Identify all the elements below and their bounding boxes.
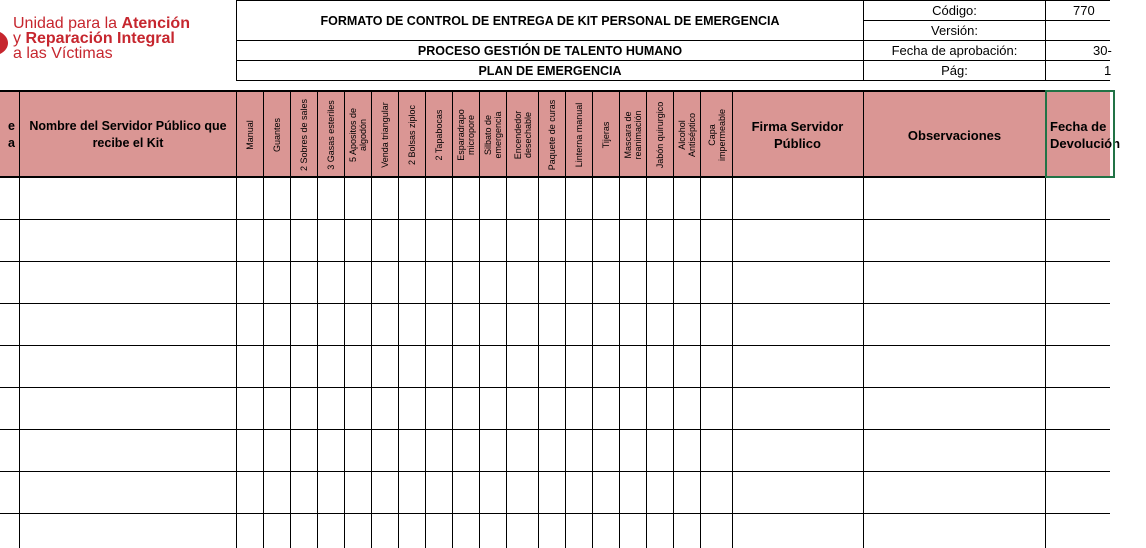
col-header-item-label: Mascara de reanimación bbox=[623, 110, 643, 160]
version-value bbox=[1046, 21, 1110, 40]
col-header-item[interactable] bbox=[453, 93, 479, 177]
pag-label: Pág: bbox=[941, 63, 968, 78]
col-header-item[interactable] bbox=[566, 93, 592, 177]
col-header-item-label: 3 Gasas esteriles bbox=[326, 100, 336, 170]
logo-emblem-icon bbox=[0, 30, 8, 56]
table-row bbox=[0, 429, 1110, 430]
col-header-item[interactable] bbox=[701, 93, 732, 177]
col-header-item[interactable] bbox=[620, 93, 646, 177]
col-header-fecha-devolucion[interactable]: Fecha de Devolución bbox=[1050, 119, 1121, 151]
col-header-item[interactable] bbox=[318, 93, 344, 177]
fecha-aprobacion-value: 30- bbox=[1093, 43, 1112, 58]
col-header-item[interactable] bbox=[647, 93, 673, 177]
col-header-item-label: Esparadrapo micropore bbox=[456, 109, 476, 161]
col-header-item[interactable] bbox=[237, 93, 263, 177]
version-label: Versión: bbox=[931, 23, 978, 38]
col-header-item-label: Venda triangular bbox=[380, 102, 390, 168]
col-header-item-label: Jabón quirurgico bbox=[655, 101, 665, 169]
plan-title: PLAN DE EMERGENCIA bbox=[478, 63, 622, 78]
col-header-item[interactable] bbox=[264, 93, 290, 177]
col-header-item-label: Encendedor desechable bbox=[512, 110, 533, 160]
table-row bbox=[0, 261, 1110, 262]
col-header-item[interactable] bbox=[426, 93, 452, 177]
col-header-item[interactable] bbox=[372, 93, 398, 177]
header-line-4 bbox=[236, 80, 1110, 81]
col-header-item-label: Paquete de curas bbox=[547, 99, 557, 171]
col-header-item-label: Guantes bbox=[272, 117, 282, 153]
table-row bbox=[0, 345, 1110, 346]
col-header-item[interactable] bbox=[507, 93, 538, 177]
col-header-item-label: 2 Tapabocas bbox=[434, 109, 444, 161]
table-row bbox=[0, 513, 1110, 514]
col-header-nombre-servidor[interactable]: Nombre del Servidor Público que recibe el Kit bbox=[29, 119, 227, 150]
col-header-firma[interactable]: Firma Servidor Público bbox=[751, 119, 844, 151]
col-header-item-label: 2 Sobres de sales bbox=[299, 98, 309, 172]
col-header-item-label: Manual bbox=[245, 120, 255, 150]
col-header-item-label: Alcohol Antiséptico bbox=[677, 112, 697, 158]
logo bbox=[0, 0, 236, 80]
col-header-item-label: Tijeras bbox=[601, 121, 611, 149]
table-row bbox=[0, 387, 1110, 388]
form-title: FORMATO DE CONTROL DE ENTREGA DE KIT PERSONAL DE EMERGENCIA bbox=[320, 13, 780, 28]
fecha-aprobacion-label: Fecha de aprobación: bbox=[891, 43, 1018, 58]
codigo-value: 770 bbox=[1073, 3, 1095, 18]
col-header-item[interactable] bbox=[539, 93, 565, 177]
header-row-top-border bbox=[0, 90, 1110, 92]
table-row bbox=[0, 471, 1110, 472]
col-header-partial[interactable]: e a bbox=[8, 119, 15, 150]
col-header-item[interactable] bbox=[674, 93, 700, 177]
col-header-observaciones[interactable]: Observaciones bbox=[907, 127, 1002, 143]
codigo-label: Código: bbox=[932, 3, 977, 18]
col-header-item-label: Capa impermeable bbox=[706, 108, 727, 162]
col-header-item-label: 5 Apositos de algodón bbox=[348, 107, 368, 163]
table-row bbox=[0, 303, 1110, 304]
col-header-item-label: Silbato de emergencia bbox=[483, 111, 503, 159]
col-header-item[interactable] bbox=[291, 93, 317, 177]
logo-text: Unidad para la Atención y Reparación Integral a las Víctimas bbox=[13, 15, 190, 62]
pag-value: 1 bbox=[1104, 63, 1112, 78]
col-header-item[interactable] bbox=[480, 93, 506, 177]
table-row bbox=[0, 219, 1110, 220]
col-header-item-label: 2 Bolsas ziploc bbox=[407, 104, 417, 166]
col-header-item[interactable] bbox=[399, 93, 425, 177]
col-header-item[interactable] bbox=[593, 93, 619, 177]
selected-cell-outline bbox=[1045, 90, 1115, 178]
process-title: PROCESO GESTIÓN DE TALENTO HUMANO bbox=[417, 43, 683, 58]
col-header-item[interactable] bbox=[345, 93, 371, 177]
col-header-item-label: Linterna manual bbox=[574, 102, 584, 168]
